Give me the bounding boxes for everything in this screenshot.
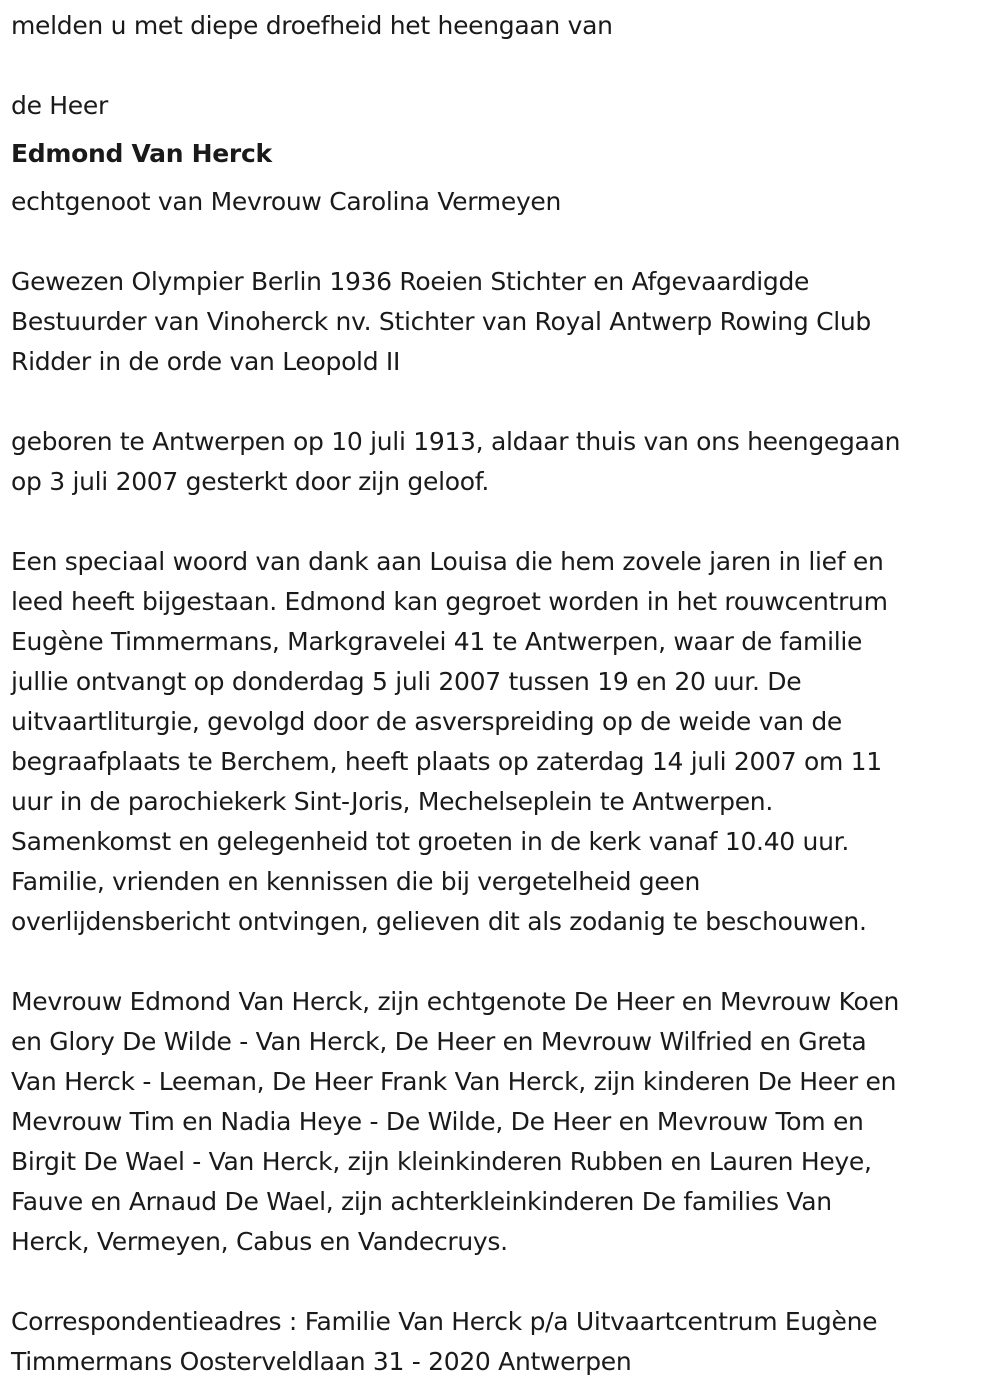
thanks-line: Samenkomst en gelegenheid tot groeten in de kerk vanaf 10.40 uur.	[11, 827, 849, 856]
address-line: Correspondentieadres : Familie Van Herck p/a Uitvaartcentrum Eugène	[11, 1307, 878, 1336]
roles-line: Bestuurder van Vinoherck nv. Stichter van Royal Antwerp Rowing Club	[11, 307, 871, 336]
roles-line: Gewezen Olympier Berlin 1936 Roeien Stichter en Afgevaardigde	[11, 267, 810, 296]
thanks-line: Een speciaal woord van dank aan Louisa die hem zovele jaren in lief en	[11, 547, 884, 576]
family-paragraph	[11, 982, 991, 1262]
birth-line: geboren te Antwerpen op 10 juli 1913, aldaar thuis van ons heengegaan	[11, 427, 901, 456]
address-line: Timmermans Oosterveldlaan 31 - 2020 Antwerpen	[11, 1347, 632, 1376]
birth-line: op 3 juli 2007 gesterkt door zijn geloof.	[11, 467, 490, 496]
thanks-line: begraafplaats te Berchem, heeft plaats op zaterdag 14 juli 2007 om 11	[11, 747, 882, 776]
family-line: Van Herck - Leeman, De Heer Frank Van Herck, zijn kinderen De Heer en	[11, 1067, 897, 1096]
family-line: Mevrouw Edmond Van Herck, zijn echtgenote De Heer en Mevrouw Koen	[11, 987, 900, 1016]
thanks-line: leed heeft bijgestaan. Edmond kan gegroet worden in het rouwcentrum	[11, 587, 888, 616]
thanks-line: uur in de parochiekerk Sint-Joris, Mechelseplein te Antwerpen.	[11, 787, 773, 816]
roles-line: Ridder in de orde van Leopold II	[11, 347, 401, 376]
thanks-line: jullie ontvangt op donderdag 5 juli 2007 tussen 19 en 20 uur. De	[11, 667, 802, 696]
family-line: Herck, Vermeyen, Cabus en Vandecruys.	[11, 1227, 508, 1256]
roles-paragraph	[11, 262, 991, 382]
birth-paragraph	[11, 422, 991, 502]
spouse-text: echtgenoot van Mevrouw Carolina Vermeyen	[11, 187, 562, 216]
address-paragraph	[11, 1302, 991, 1382]
family-line: Fauve en Arnaud De Wael, zijn achterkleinkinderen De families Van	[11, 1187, 832, 1216]
thanks-line: overlijdensbericht ontvingen, gelieven dit als zodanig te beschouwen.	[11, 907, 867, 936]
thanks-line: Familie, vrienden en kennissen die bij vergetelheid geen	[11, 867, 701, 896]
family-line: en Glory De Wilde - Van Herck, De Heer en Mevrouw Wilfried en Greta	[11, 1027, 867, 1056]
thanks-line: Eugène Timmermans, Markgravelei 41 te Antwerpen, waar de familie	[11, 627, 863, 656]
family-line: Birgit De Wael - Van Herck, zijn kleinkinderen Rubben en Lauren Heye,	[11, 1147, 872, 1176]
deceased-title: de Heer	[11, 91, 108, 120]
thanks-paragraph	[11, 542, 991, 942]
intro-text: melden u met diepe droefheid het heengaan van	[11, 11, 613, 40]
thanks-line: uitvaartliturgie, gevolgd door de asverspreiding op de weide van de	[11, 707, 842, 736]
family-line: Mevrouw Tim en Nadia Heye - De Wilde, De Heer en Mevrouw Tom en	[11, 1107, 864, 1136]
deceased-name: Edmond Van Herck	[11, 139, 272, 168]
